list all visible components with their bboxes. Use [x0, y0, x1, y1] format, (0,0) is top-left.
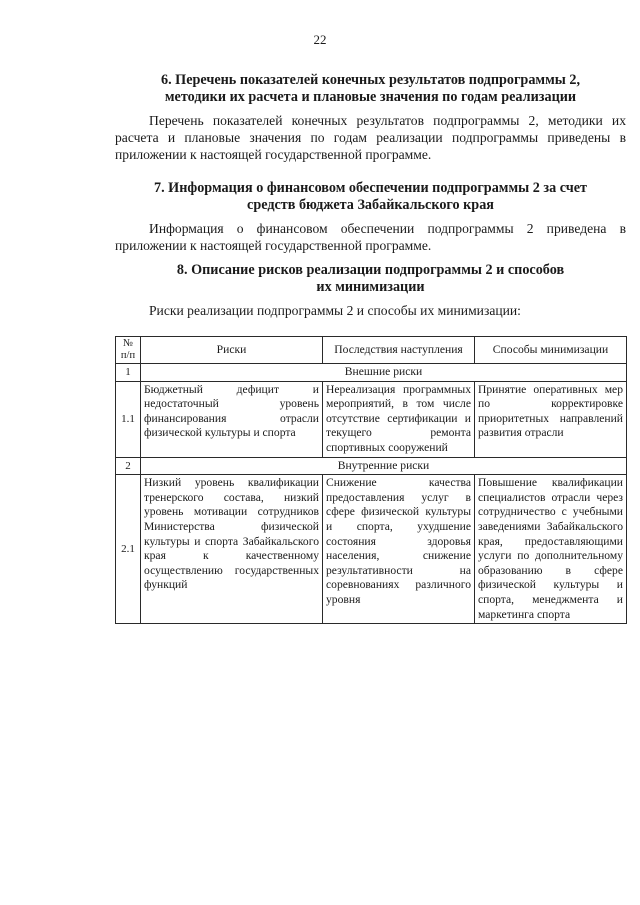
section-6-paragraph — [115, 112, 626, 163]
section-7-heading-line-2: средств бюджета Забайкальского края — [247, 197, 494, 213]
section-8-heading-line-2: их минимизации — [316, 279, 425, 295]
section-8-intro — [115, 302, 626, 319]
section-7-paragraph — [115, 220, 626, 254]
consequence-cell: Снижение качества предоставления услуг в сфере физической культуры и спорта, ухудшение состояния здоровья населения, снижение результативности на соревнованиях различного уровня — [323, 475, 475, 624]
section-6-heading — [115, 72, 626, 106]
group-row-external — [116, 364, 627, 382]
row-num: 2.1 — [116, 475, 141, 624]
group-title: Внешние риски — [141, 364, 627, 382]
method-cell: Принятие оперативных мер по корректировке приоритетных направлений развития отрасли — [475, 381, 627, 457]
section-6-heading-line-2: методики их расчета и плановые значения по годам реализации — [164, 89, 577, 105]
method-cell: Повышение квалификации специалистов отрасли через сотрудничество с учебными заведениями Забайкальского края, предоставляющими услуги по дополнительному образованию в сфере физической культуры и спорта, менеджмента и маркетинга спорта — [475, 475, 627, 624]
risk-cell: Низкий уровень квалификации тренерского состава, низкий уровень мотивации сотрудников Министерства физической культуры и спорта Забайкальского края к качественному осуществлению государственных функций — [141, 475, 323, 624]
table-header-row — [116, 337, 627, 364]
group-row-internal — [116, 457, 627, 475]
group-num: 1 — [116, 364, 141, 382]
section-7-heading — [115, 180, 626, 214]
consequence-cell: Нереализация программных мероприятий, в том числе отсутствие сертификации и текущего ремонта спортивных сооружений — [323, 381, 475, 457]
table-row — [116, 381, 627, 457]
section-8-heading-line-1: 8. Описание рисков реализации подпрограммы 2 и способов — [176, 262, 565, 278]
header-consequences: Последствия наступления — [323, 337, 475, 364]
section-7-paragraph-text: Информация о финансовом обеспечении подпрограммы 2 приведена в приложении к настоящей государственной программе. — [115, 221, 626, 253]
section-7-heading-line-1: 7. Информация о финансовом обеспечении подпрограммы 2 за счет — [153, 180, 587, 196]
risk-cell: Бюджетный дефицит и недостаточный уровень финансирования отрасли физической культуры и спорта — [141, 381, 323, 457]
row-num: 1.1 — [116, 381, 141, 457]
section-6-paragraph-text: Перечень показателей конечных результатов подпрограммы 2, методики их расчета и плановые значения по годам реализации подпрограммы приведены в приложении к настоящей государственной программе. — [115, 113, 626, 162]
group-title: Внутренние риски — [141, 457, 627, 475]
group-num: 2 — [116, 457, 141, 475]
section-8-intro-text: Риски реализации подпрограммы 2 и способы их минимизации: — [149, 303, 521, 318]
header-methods: Способы минимизации — [475, 337, 627, 364]
table-row — [116, 475, 627, 624]
header-num: № п/п — [116, 337, 141, 364]
header-risks: Риски — [141, 337, 323, 364]
section-6-heading-line-1: 6. Перечень показателей конечных результатов подпрограммы 2, — [160, 72, 581, 88]
section-8-heading — [115, 262, 626, 296]
page-number: 22 — [313, 32, 327, 47]
risk-table — [115, 336, 627, 624]
